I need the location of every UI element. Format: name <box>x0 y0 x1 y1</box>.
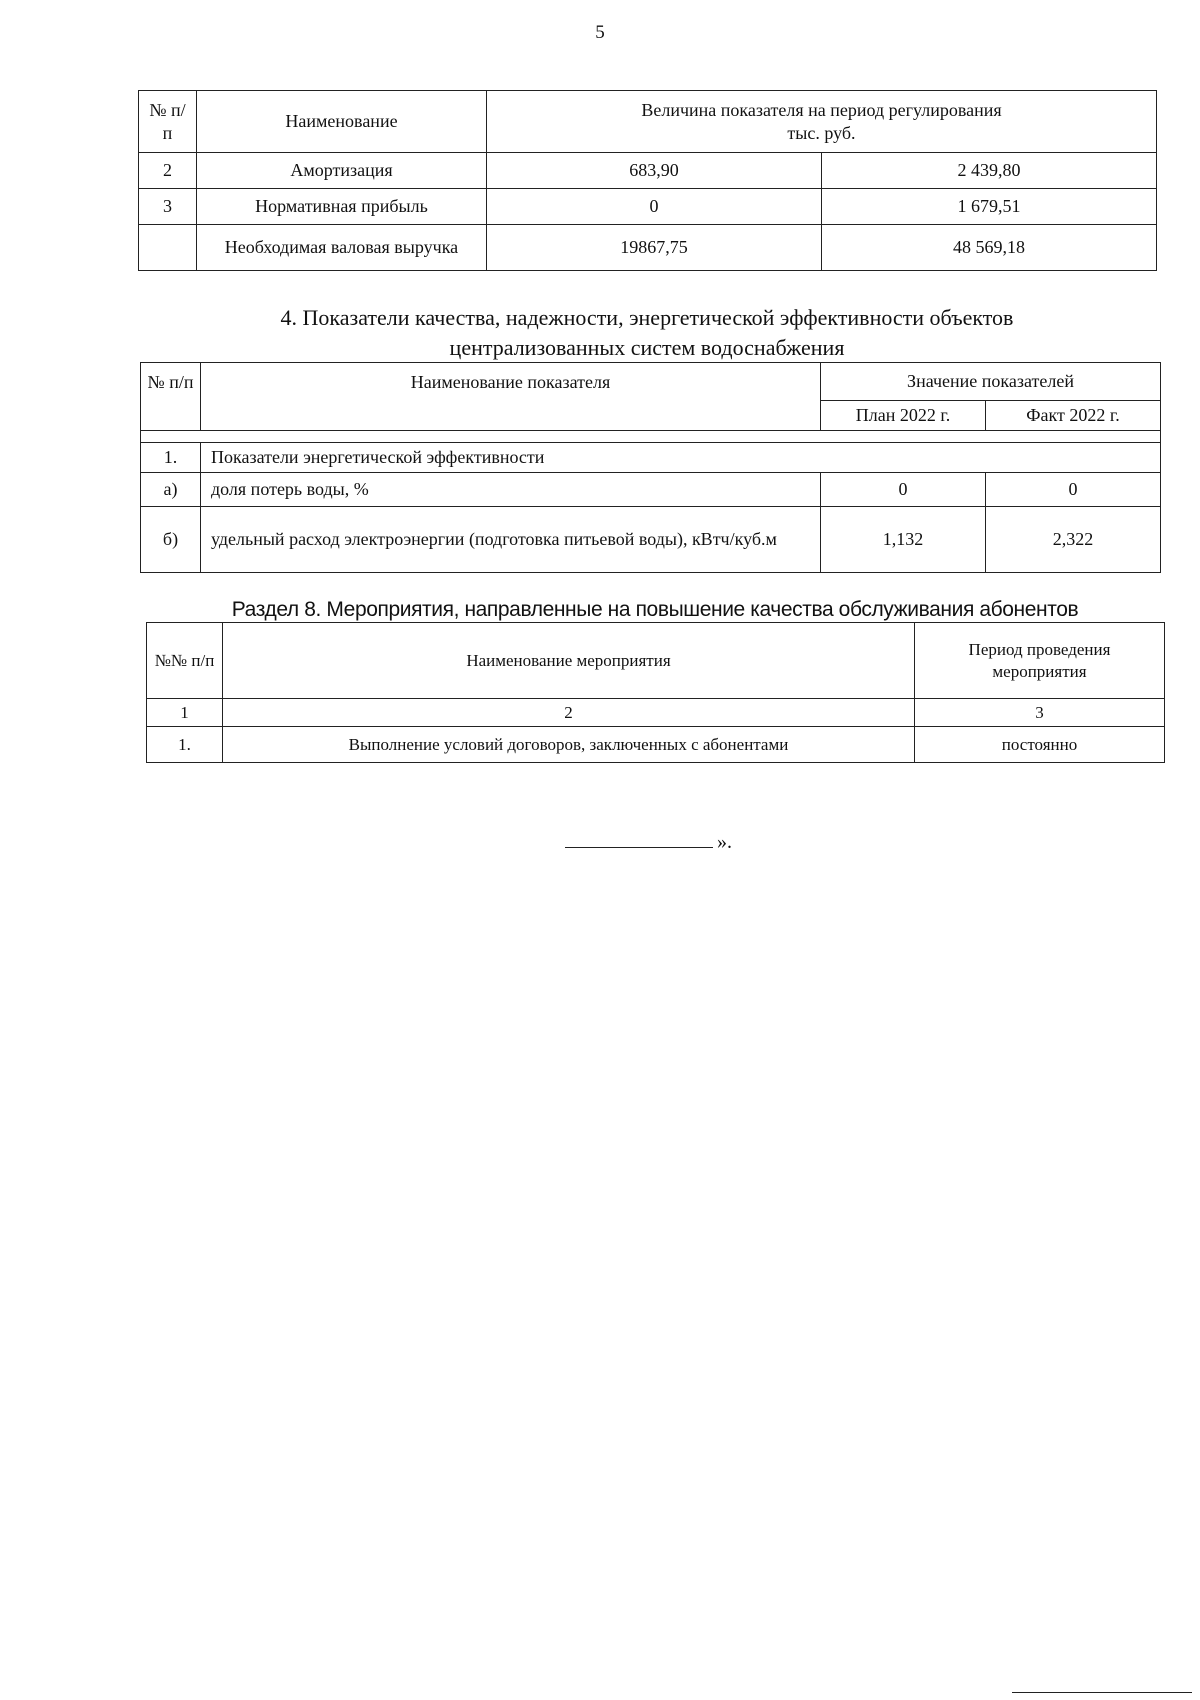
row-period: постоянно <box>915 727 1165 763</box>
header-num: № п/п <box>139 91 197 153</box>
spacer-row <box>141 431 1161 443</box>
header-name: Наименование <box>197 91 487 153</box>
header-fact: Факт 2022 г. <box>986 401 1161 431</box>
row-plan: 1,132 <box>821 507 986 573</box>
header-plan: План 2022 г. <box>821 401 986 431</box>
spacer-cell <box>141 431 1161 443</box>
row-name: Выполнение условий договоров, заключенных с абонентами <box>223 727 915 763</box>
table-row <box>139 189 1157 225</box>
table-header-row <box>139 91 1157 153</box>
measures-table <box>146 622 1165 763</box>
closing-rule <box>565 830 713 848</box>
row-value-2: 48 569,18 <box>822 225 1157 271</box>
row-value-2: 1 679,51 <box>822 189 1157 225</box>
regulation-values-table <box>138 90 1157 271</box>
table-row <box>141 473 1161 507</box>
row-value-2: 2 439,80 <box>822 153 1157 189</box>
row-num: 2 <box>139 153 197 189</box>
table-header-row <box>141 363 1161 401</box>
header-value <box>487 91 1157 153</box>
row-name: Амортизация <box>197 153 487 189</box>
footer-rule <box>1012 1692 1192 1693</box>
table-row <box>147 727 1165 763</box>
row-name: удельный расход электроэнергии (подготовка питьевой воды), кВтч/куб.м <box>201 507 821 573</box>
row-num: а) <box>141 473 201 507</box>
section8-title: Раздел 8. Мероприятия, направленные на повышение качества обслуживания абонентов <box>231 598 1079 621</box>
section4-title-line2: централизованных систем водоснабжения <box>449 335 845 360</box>
row-name: доля потерь воды, % <box>201 473 821 507</box>
index-2: 2 <box>223 699 915 727</box>
row-name: Нормативная прибыль <box>197 189 487 225</box>
page-number: 5 <box>595 22 605 43</box>
closing-mark <box>565 830 732 854</box>
header-name: Наименование показателя <box>201 363 821 431</box>
index-1: 1 <box>147 699 223 727</box>
row-fact: 2,322 <box>986 507 1161 573</box>
table-row <box>139 225 1157 271</box>
row-name: Необходимая валовая выручка <box>197 225 487 271</box>
group-row <box>141 443 1161 473</box>
row-value-1: 19867,75 <box>487 225 822 271</box>
row-num <box>139 225 197 271</box>
header-value-line1: Величина показателя на период регулирования <box>641 100 1002 120</box>
index-3: 3 <box>915 699 1165 727</box>
section4-title-line1: 4. Показатели качества, надежности, энергетической эффективности объектов <box>280 305 1014 330</box>
row-fact: 0 <box>986 473 1161 507</box>
header-name: Наименование мероприятия <box>223 623 915 699</box>
group-num: 1. <box>141 443 201 473</box>
table-row <box>139 153 1157 189</box>
table-row <box>141 507 1161 573</box>
row-value-1: 683,90 <box>487 153 822 189</box>
header-num: №№ п/п <box>147 623 223 699</box>
row-plan: 0 <box>821 473 986 507</box>
group-name: Показатели энергетической эффективности <box>201 443 1161 473</box>
header-period: Период проведения мероприятия <box>915 623 1165 699</box>
header-num: № п/п <box>141 363 201 431</box>
header-values: Значение показателей <box>821 363 1161 401</box>
table-header-row <box>147 623 1165 699</box>
header-value-line2: тыс. руб. <box>787 122 856 143</box>
row-num: 3 <box>139 189 197 225</box>
closing-quote: ». <box>717 831 732 853</box>
quality-indicators-table <box>140 362 1161 573</box>
row-num: б) <box>141 507 201 573</box>
row-num: 1. <box>147 727 223 763</box>
row-value-1: 0 <box>487 189 822 225</box>
index-row <box>147 699 1165 727</box>
